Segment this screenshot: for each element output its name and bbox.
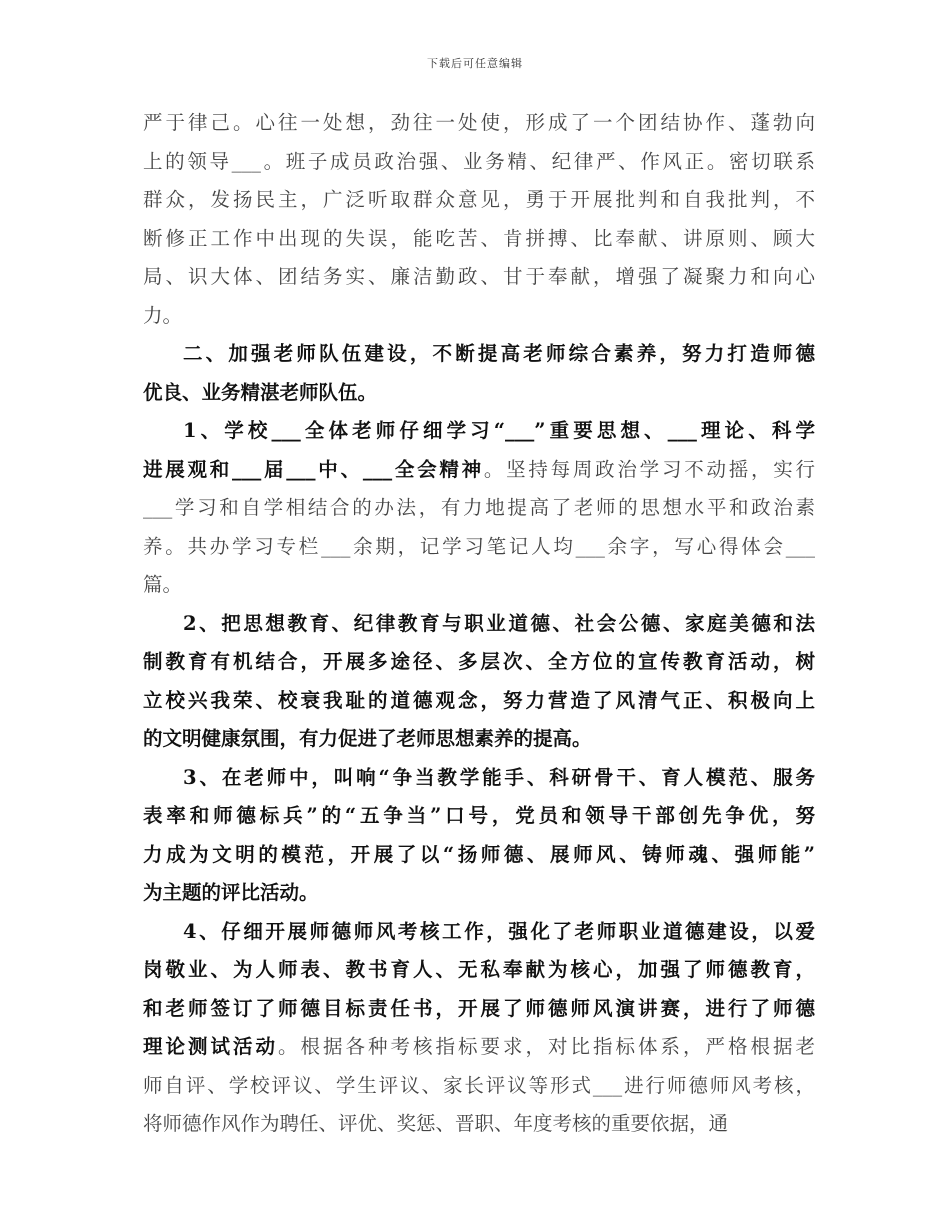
body-text: 。坚持每周政治学习不动摇，实行 <box>483 457 815 481</box>
body-text: ___学习和自学相结合的办法，有力地提高了老师的思想水平和政治素 <box>143 496 815 519</box>
text-line <box>143 566 815 605</box>
document-body <box>143 104 815 1144</box>
text-line <box>143 412 815 451</box>
page-header: 下载后可任意编辑 <box>427 57 523 70</box>
text-line <box>143 1067 815 1106</box>
text-line <box>143 759 815 798</box>
paragraph <box>143 605 815 759</box>
body-text: 师自评、学校评议、学生评议、家长评议等形式___进行师德师风考核， <box>143 1073 815 1097</box>
bold-text: 表率和师德标兵”的“五争当”口号，党员和领导干部创先争优，努 <box>143 804 815 827</box>
body-text: 局、识大体、团结务实、廉洁勤政、甘于奉献，增强了凝聚力和向心 <box>143 265 815 288</box>
paragraph <box>143 412 815 605</box>
text-line <box>143 297 815 336</box>
text-line <box>143 104 815 143</box>
text-line <box>143 143 815 182</box>
bold-text: 制教育有机结合，开展多途径、多层次、全方位的宣传教育活动，树 <box>143 650 815 673</box>
text-line <box>143 951 815 990</box>
paragraph <box>143 104 815 335</box>
text-line <box>143 643 815 682</box>
bold-text: 立校兴我荣、校衰我耻的道德观念，努力营造了风清气正、积极向上 <box>143 688 815 712</box>
bold-text: 理论测试活动 <box>143 1035 278 1058</box>
text-line <box>143 990 815 1029</box>
bold-text: 4、仔细开展师德师风考核工作，强化了老师职业道德建设，以爱 <box>183 919 815 943</box>
bold-text: 进展观和___届___中、___全会精神 <box>143 457 484 481</box>
body-text: 将师德作风作为聘任、评优、奖惩、晋职、年度考核的重要依据，通 <box>143 1112 729 1135</box>
body-text: 断修正工作中出现的失误，能吃苦、肯拼搏、比奉献、讲原则、顾大 <box>143 226 815 250</box>
body-text: 严于律己。心往一处想，劲往一处使，形成了一个团结协作、蓬勃向 <box>143 111 815 134</box>
text-line <box>143 1028 815 1067</box>
body-text: 上的领导___。班子成员政治强、业务精、纪律严、作风正。密切联系 <box>143 149 815 173</box>
body-text: 力。 <box>143 303 183 327</box>
text-line <box>143 258 815 297</box>
bold-text: 和老师签订了师德目标责任书，开展了师德师风演讲赛，进行了师德 <box>143 996 815 1020</box>
text-line <box>143 720 815 759</box>
text-line <box>143 181 815 220</box>
text-line <box>143 1105 815 1144</box>
text-line <box>143 451 815 490</box>
paragraph <box>143 759 815 913</box>
paragraph <box>143 913 815 1144</box>
body-text: 。根据各种考核指标要求，对比指标体系，严格根据老 <box>278 1035 815 1058</box>
text-line <box>143 836 815 875</box>
bold-text: 1、学校___全体老师仔细学习“___”重要思想、___理论、科学 <box>183 419 815 442</box>
text-line <box>143 528 815 567</box>
bold-text: 岗敬业、为人师表、教书育人、无私奉献为核心，加强了师德教育， <box>143 958 815 981</box>
text-line <box>143 913 815 952</box>
bold-text: 力成为文明的模范，开展了以“扬师德、展师风、铸师魂、强师能” <box>143 842 815 866</box>
text-line <box>143 374 815 413</box>
text-line <box>143 220 815 259</box>
text-line <box>143 682 815 721</box>
bold-text: 二、加强老师队伍建设，不断提高老师综合素养，努力打造师德 <box>183 342 815 365</box>
text-line <box>143 335 815 374</box>
bold-text: 的文明健康氛围，有力促进了老师思想素养的提高。 <box>143 727 592 750</box>
text-line <box>143 489 815 528</box>
body-text: 养。共办学习专栏___余期，记学习笔记人均___余字，写心得体会___ <box>143 534 815 558</box>
body-text: 群众，发扬民主，广泛听取群众意见，勇于开展批判和自我批判，不 <box>143 188 815 211</box>
text-line <box>143 797 815 836</box>
text-line <box>143 874 815 913</box>
paragraph <box>143 335 815 412</box>
bold-text: 2、把思想教育、纪律教育与职业道德、社会公德、家庭美德和法 <box>183 611 815 635</box>
bold-text: 为主题的评比活动。 <box>143 881 319 904</box>
text-line <box>143 605 815 644</box>
body-text: 篇。 <box>143 573 183 596</box>
bold-text: 3、在老师中，叫响“争当教学能手、科研骨干、育人模范、服务 <box>183 765 815 789</box>
bold-text: 优良、业务精湛老师队伍。 <box>143 380 378 404</box>
